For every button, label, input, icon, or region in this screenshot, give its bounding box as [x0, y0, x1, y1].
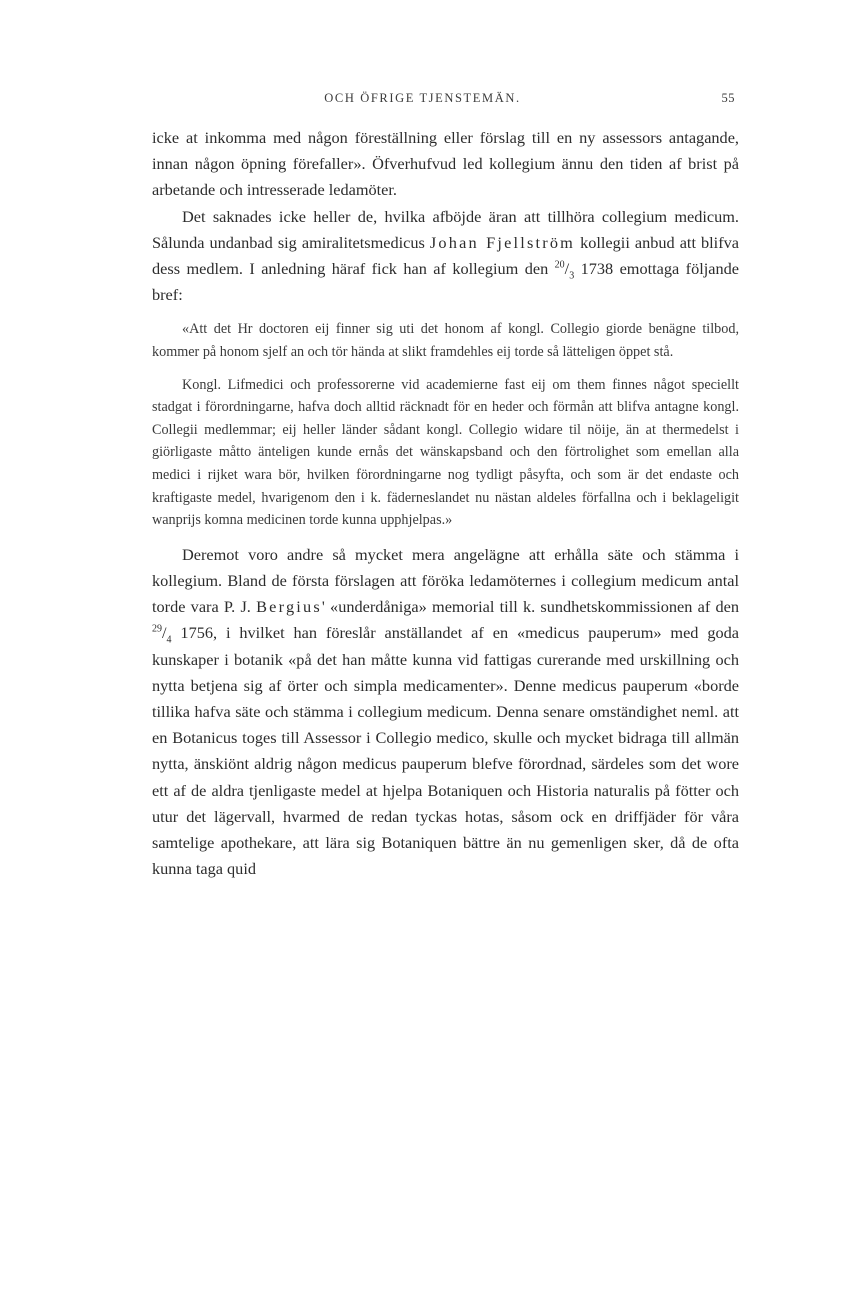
- letter-quote-1: «Att det Hr doctoren eij finner sig uti det honom af kongl. Collegio giorde benägne tilbod, kommer på honom sjelf an och tör hända at slikt framdehles eij torde så lätteligen öppet stå.: [152, 321, 739, 361]
- person-name-fjellstrom: Johan Fjellström: [429, 232, 576, 252]
- paragraph-3-text-a: Deremot voro andre så mycket mera angelägne att erhålla säte och stämma i kollegium. Bland de första förslagen att föröka ledamöternes i collegium medicum antal torde vara P. J.: [152, 544, 739, 617]
- date-day: 20: [554, 259, 565, 271]
- paragraph-3-text-b: ' «underdåniga» memorial till k. sundhetskommissionen af den: [321, 597, 739, 617]
- date-month: 3: [569, 270, 575, 282]
- running-head: [0, 91, 845, 113]
- paragraph-3-text-c: 1756, i hvilket han föreslår anställandet af en «medicus pauperum» med goda kunskaper i botanik «på det han måtte kunna vid fattigas curerande med urskillning och nytta betjena sig af örter och simpla medicamenter». Denne medicus pauperum «borde tillika hafva säte och stämma i collegium medicum. Denna senare omständighet neml. att en Botanicus toges till Assessor i Collegio medico, skulle och mycket bidraga till allmän nytta, änskiönt aldrig någon medicus pauperum blefve förordnad, särdeles som det wore ett af de aldra tjenligaste medel at hjelpa Botaniquen och Historia naturalis på fötter och utur det lägervall, hvarmed de redan tyckas hotas, såsom ock en driffjäder för våra samtelige apothekare, att lära sig Botaniquen bättre än nu gemenligen sker, då de ofta kunna taga quid: [152, 623, 739, 879]
- page-number: 55: [721, 91, 735, 105]
- date-day-2: 29: [152, 623, 162, 635]
- date-month-2: 4: [166, 634, 172, 646]
- letter-quote-2: Kongl. Lifmedici och professorerne vid academierne fast eij om them finnes något speciellt stadgat i förordningarne, hafva doch alltid räcknadt för en heder och förmån att blifva antagne kongl. Collegii medlemmar; eij heller länder sådant kongl. Collegio widare til nöije, än at thermedelst i giörligaste måtto änteligen kunde ernås det wänskapsband och den förtrolighet som emellan alla medici i rijket wara bör, hvilken förordningarne nog tydligt påsyfta, och som är det endaste och kraftigaste medel, hvarigenom den i k. fäderneslandet nu nästan aldeles förfallna och i beklageligit wanprijs komna medicinen torde kunna upphjelpas.»: [152, 376, 739, 529]
- body-text: [152, 125, 739, 882]
- paragraph-1: icke at inkomma med någon föreställning eller förslag till en ny assessors antagande, innan någon öpning förefaller». Öfverhufvud led kollegium ännu den tiden af brist på arbetande och intresserade ledamöter.: [152, 128, 739, 200]
- paragraph-3: Deremot voro andre så mycket mera angelägne att erhålla säte och stämma i kollegium. Bland de första förslagen att föröka ledamöternes i collegium medicum antal torde vara P. J. Bergius' «underdåniga» memorial till k. sundhetskommissionen af den $^{29}/_4$ 1756, i hvilket han föreslår anställandet af en «medicus pauperum» med goda kunskaper i botanik «på det han måtte kunna vid fattigas curerande med urskillning och nytta betjena sig af örter och simpla medicamenter». Denne medicus pauperum «borde tillika hafva säte och stämma i collegium medicum. Denna senare omständighet neml. att en Botanicus toges till Assessor i Collegio medico, skulle och mycket bidraga till allmän nytta, änskiönt aldrig någon medicus pauperum blefve förordnad, särdeles som det wore ett af de aldra tjenligaste medel at hjelpa Botaniquen och Historia naturalis på fötter och utur det lägervall, hvarmed de redan tyckas hotas, såsom ock en driffjäder för våra samtelige apothekare, att lära sig Botaniquen bättre än nu gemenligen sker, då de ofta kunna taga quid: [152, 544, 739, 879]
- paragraph-2: Det saknades icke heller de, hvilka afböjde äran att tillhöra collegium medicum. Sålunda undanbad sig amiralitetsmedicus Johan Fjellström kollegii anbud att blifva dess medlem. I anledning häraf fick han af kollegium den $^{20}/_3$ 1738 emottaga följande bref:: [152, 206, 739, 305]
- paragraph-2-text-c: 1738 emottaga följande bref:: [152, 259, 739, 305]
- paragraph-2-text-b: kollegii anbud att blifva dess medlem. I anledning häraf fick han af kollegium den: [152, 232, 739, 279]
- paragraph-2-text-a: Det saknades icke heller de, hvilka afböjde äran att tillhöra collegium medicum. Sålunda undanbad sig amiralitetsmedicus: [152, 206, 739, 252]
- person-name-bergius: Bergius: [256, 597, 322, 617]
- running-title: OCH ÖFRIGE TJENSTEMÄN.: [324, 91, 521, 105]
